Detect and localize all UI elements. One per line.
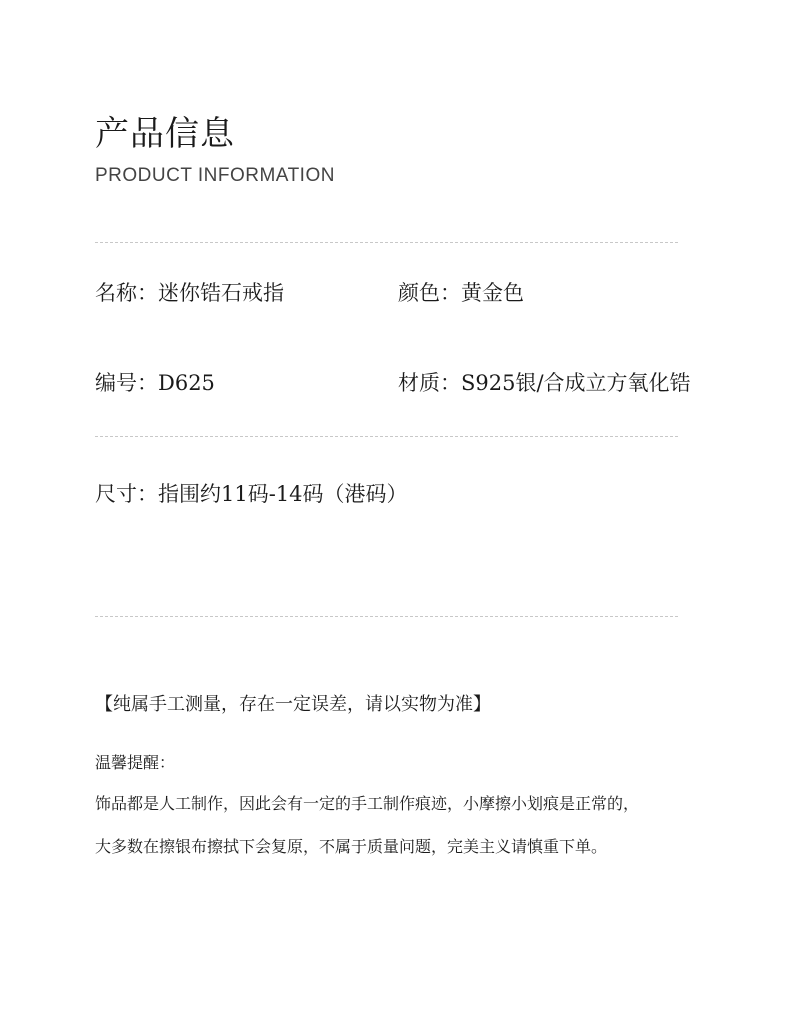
page-subtitle: PRODUCT INFORMATION: [95, 165, 335, 186]
product-name: 名称：迷你锆石戒指: [95, 281, 284, 305]
tip-title: 温馨提醒：: [95, 753, 176, 772]
divider-middle: [95, 436, 678, 437]
tip-line-1: 饰品都是人工制作，因此会有一定的手工制作痕迹，小摩擦小划痕是正常的，: [95, 794, 640, 813]
product-size: 尺寸：指围约11码-14码（港码）: [95, 482, 408, 506]
divider-bottom: [95, 616, 678, 617]
tip-line-2: 大多数在擦银布擦拭下会复原，不属于质量问题，完美主义请慎重下单。: [95, 837, 608, 856]
divider-top: [95, 242, 678, 243]
measurement-note: 【纯属手工测量，存在一定误差，请以实物为准】: [95, 694, 491, 715]
product-code: 编号：D625: [95, 371, 215, 395]
product-material: 材质：S925银/合成立方氧化锆: [398, 371, 691, 395]
product-color: 颜色：黄金色: [398, 281, 524, 305]
page-title: 产品信息: [95, 114, 235, 154]
